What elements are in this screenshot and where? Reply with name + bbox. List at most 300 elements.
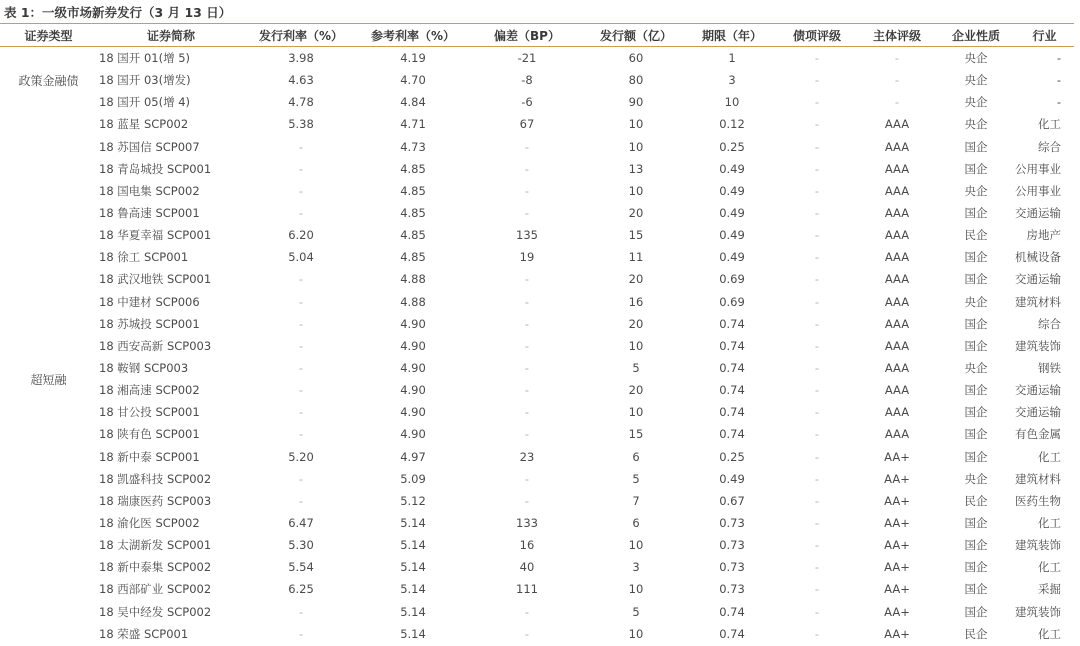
issue-amount-cell: 10 bbox=[628, 582, 644, 597]
deviation-cell: - bbox=[524, 604, 530, 619]
term-cell: 0.49 bbox=[719, 250, 745, 265]
col-header-security-name: 证券简称 bbox=[97, 24, 245, 47]
issue-amount-cell: 20 bbox=[628, 316, 644, 331]
issue-rate-cell: - bbox=[298, 206, 304, 221]
issue-amount-cell: 16 bbox=[628, 294, 644, 309]
deviation-cell: - bbox=[524, 338, 530, 353]
deviation-cell: -8 bbox=[521, 73, 533, 88]
bond-rating-cell: - bbox=[814, 604, 820, 619]
term-cell: 0.74 bbox=[719, 405, 745, 420]
deviation-cell: 67 bbox=[519, 117, 535, 132]
issue-amount-cell: 10 bbox=[628, 338, 644, 353]
security-name-cell: 18 苏城投 SCP001 bbox=[99, 316, 200, 331]
table-row bbox=[0, 512, 1074, 534]
industry-cell: 交通运输 bbox=[1015, 206, 1061, 221]
table-row bbox=[0, 534, 1074, 556]
table-row bbox=[0, 379, 1074, 401]
issue-rate-cell: - bbox=[298, 294, 304, 309]
term-cell: 0.25 bbox=[719, 449, 745, 464]
term-cell: 0.73 bbox=[719, 538, 745, 553]
reference-rate-cell: 5.09 bbox=[400, 471, 426, 486]
deviation-cell: - bbox=[524, 427, 530, 442]
industry-cell: 公用事业 bbox=[1015, 183, 1061, 198]
issue-amount-cell: 5 bbox=[632, 361, 640, 376]
industry-cell: 化工 bbox=[1038, 117, 1061, 132]
deviation-cell: - bbox=[524, 139, 530, 154]
enterprise-type-cell: 国企 bbox=[964, 582, 988, 597]
term-cell: 0.49 bbox=[719, 206, 745, 221]
term-cell: 0.69 bbox=[719, 272, 745, 287]
reference-rate-cell: 4.70 bbox=[400, 73, 426, 88]
issuer-rating-cell: AAA bbox=[884, 139, 910, 154]
table-row bbox=[0, 335, 1074, 357]
issuer-rating-cell: AA+ bbox=[884, 516, 910, 531]
security-name-cell: 18 太湖新发 SCP001 bbox=[99, 538, 212, 553]
table-row bbox=[0, 47, 1074, 70]
reference-rate-cell: 4.90 bbox=[400, 361, 426, 376]
issue-amount-cell: 13 bbox=[628, 161, 644, 176]
term-cell: 1 bbox=[728, 51, 736, 66]
issuer-rating-cell: AAA bbox=[884, 117, 910, 132]
security-name-cell: 18 吴中经发 SCP002 bbox=[99, 604, 212, 619]
industry-cell: 综合 bbox=[1038, 139, 1061, 154]
issue-amount-cell: 11 bbox=[628, 250, 644, 265]
term-cell: 0.74 bbox=[719, 338, 745, 353]
reference-rate-cell: 5.14 bbox=[400, 516, 426, 531]
table-row bbox=[0, 69, 1074, 91]
term-cell: 0.74 bbox=[719, 383, 745, 398]
industry-cell: 交通运输 bbox=[1015, 383, 1061, 398]
security-name-cell: 18 西部矿业 SCP002 bbox=[99, 582, 212, 597]
industry-cell: 采掘 bbox=[1038, 582, 1061, 597]
industry-cell: 化工 bbox=[1038, 449, 1061, 464]
bond-rating-cell: - bbox=[814, 538, 820, 553]
enterprise-type-cell: 国企 bbox=[964, 139, 988, 154]
issuer-rating-cell: AA+ bbox=[884, 604, 910, 619]
col-header-security-type: 证券类型 bbox=[0, 24, 97, 47]
industry-cell: 机械设备 bbox=[1015, 250, 1061, 265]
col-header-industry: 行业 bbox=[1015, 24, 1074, 47]
issue-amount-cell: 90 bbox=[628, 95, 644, 110]
issue-rate-cell: - bbox=[298, 493, 304, 508]
reference-rate-cell: 5.14 bbox=[400, 538, 426, 553]
industry-cell: 建筑材料 bbox=[1015, 471, 1061, 486]
col-header-issue-rate: 发行利率（%） bbox=[245, 24, 357, 47]
bond-rating-cell: - bbox=[814, 338, 820, 353]
deviation-cell: -21 bbox=[517, 51, 537, 66]
term-cell: 0.49 bbox=[719, 183, 745, 198]
enterprise-type-cell: 民企 bbox=[964, 626, 988, 641]
issuer-rating-cell: AA+ bbox=[884, 538, 910, 553]
deviation-cell: - bbox=[524, 272, 530, 287]
issue-amount-cell: 10 bbox=[628, 538, 644, 553]
term-cell: 0.74 bbox=[719, 626, 745, 641]
reference-rate-cell: 4.90 bbox=[400, 405, 426, 420]
industry-cell: 医药生物 bbox=[1015, 493, 1061, 508]
issuer-rating-cell: AAA bbox=[884, 383, 910, 398]
reference-rate-cell: 5.14 bbox=[400, 604, 426, 619]
security-name-cell: 18 凯盛科技 SCP002 bbox=[99, 471, 212, 486]
table-row bbox=[0, 446, 1074, 468]
table-title: 表 1：一级市场新券发行（3 月 13 日） bbox=[4, 5, 232, 20]
security-name-cell: 18 国电集 SCP002 bbox=[99, 183, 200, 198]
issuer-rating-cell: AAA bbox=[884, 183, 910, 198]
industry-cell: 化工 bbox=[1038, 516, 1061, 531]
enterprise-type-cell: 央企 bbox=[964, 471, 988, 486]
bond-rating-cell: - bbox=[814, 493, 820, 508]
table-row bbox=[0, 601, 1074, 623]
table-row bbox=[0, 91, 1074, 113]
industry-cell: 建筑装饰 bbox=[1015, 338, 1061, 353]
issue-amount-cell: 80 bbox=[628, 73, 644, 88]
bond-rating-cell: - bbox=[814, 383, 820, 398]
security-type-cell: 政策金融债 bbox=[18, 73, 79, 88]
table-row bbox=[0, 246, 1074, 268]
issue-amount-cell: 10 bbox=[628, 117, 644, 132]
term-cell: 0.74 bbox=[719, 427, 745, 442]
security-name-cell: 18 新中泰 SCP001 bbox=[99, 449, 200, 464]
bond-rating-cell: - bbox=[814, 582, 820, 597]
deviation-cell: -6 bbox=[521, 95, 533, 110]
security-name-cell: 18 国开 05(增 4) bbox=[99, 95, 191, 110]
issue-rate-cell: 6.47 bbox=[288, 516, 314, 531]
table-row bbox=[0, 468, 1074, 490]
enterprise-type-cell: 国企 bbox=[964, 272, 988, 287]
deviation-cell: 19 bbox=[519, 250, 535, 265]
term-cell: 0.67 bbox=[719, 493, 745, 508]
enterprise-type-cell: 国企 bbox=[964, 604, 988, 619]
security-name-cell: 18 鞍钢 SCP003 bbox=[99, 361, 189, 376]
industry-cell: 建筑装饰 bbox=[1015, 604, 1061, 619]
security-name-cell: 18 渝化医 SCP002 bbox=[99, 516, 200, 531]
issue-amount-cell: 7 bbox=[632, 493, 640, 508]
issue-rate-cell: 5.54 bbox=[288, 560, 314, 575]
enterprise-type-cell: 央企 bbox=[964, 183, 988, 198]
enterprise-type-cell: 央企 bbox=[964, 361, 988, 376]
enterprise-type-cell: 国企 bbox=[964, 316, 988, 331]
issue-rate-cell: - bbox=[298, 427, 304, 442]
issuer-rating-cell: AA+ bbox=[884, 449, 910, 464]
issue-rate-cell: - bbox=[298, 471, 304, 486]
col-header-issuer-rating: 主体评级 bbox=[857, 24, 937, 47]
table-row bbox=[0, 578, 1074, 600]
issue-amount-cell: 20 bbox=[628, 383, 644, 398]
issuer-rating-cell: - bbox=[894, 95, 900, 110]
issuer-rating-cell: AAA bbox=[884, 427, 910, 442]
bond-rating-cell: - bbox=[814, 117, 820, 132]
enterprise-type-cell: 国企 bbox=[964, 449, 988, 464]
issuer-rating-cell: AAA bbox=[884, 405, 910, 420]
issue-amount-cell: 5 bbox=[632, 471, 640, 486]
industry-cell: - bbox=[1056, 95, 1061, 110]
reference-rate-cell: 4.97 bbox=[400, 449, 426, 464]
issue-rate-cell: - bbox=[298, 316, 304, 331]
industry-cell: 化工 bbox=[1038, 626, 1061, 641]
issuer-rating-cell: - bbox=[894, 51, 900, 66]
term-cell: 0.74 bbox=[719, 604, 745, 619]
issuer-rating-cell: AA+ bbox=[884, 493, 910, 508]
security-type-cell: 超短融 bbox=[30, 372, 67, 387]
table-row bbox=[0, 313, 1074, 335]
issuer-rating-cell: - bbox=[894, 73, 900, 88]
security-name-cell: 18 国开 01(增 5) bbox=[99, 51, 191, 66]
term-cell: 10 bbox=[724, 95, 740, 110]
col-header-issue-amount: 发行额（亿） bbox=[585, 24, 687, 47]
issue-rate-cell: 5.20 bbox=[288, 449, 314, 464]
bond-rating-cell: - bbox=[814, 73, 820, 88]
industry-cell: 建筑材料 bbox=[1015, 294, 1061, 309]
issue-amount-cell: 10 bbox=[628, 139, 644, 154]
enterprise-type-cell: 国企 bbox=[964, 383, 988, 398]
security-name-cell: 18 湘高速 SCP002 bbox=[99, 383, 200, 398]
table-row bbox=[0, 268, 1074, 290]
industry-cell: 交通运输 bbox=[1015, 405, 1061, 420]
bond-rating-cell: - bbox=[814, 95, 820, 110]
deviation-cell: - bbox=[524, 361, 530, 376]
bond-rating-cell: - bbox=[814, 626, 820, 641]
issue-amount-cell: 20 bbox=[628, 272, 644, 287]
table-row bbox=[0, 357, 1074, 379]
issue-rate-cell: - bbox=[298, 161, 304, 176]
issuer-rating-cell: AAA bbox=[884, 250, 910, 265]
security-name-cell: 18 武汉地铁 SCP001 bbox=[99, 272, 212, 287]
industry-cell: - bbox=[1056, 73, 1061, 88]
issue-rate-cell: 3.98 bbox=[288, 51, 314, 66]
issuer-rating-cell: AAA bbox=[884, 228, 910, 243]
reference-rate-cell: 4.71 bbox=[400, 117, 426, 132]
security-name-cell: 18 徐工 SCP001 bbox=[99, 250, 189, 265]
security-name-cell: 18 华夏幸福 SCP001 bbox=[99, 228, 212, 243]
deviation-cell: 40 bbox=[519, 560, 535, 575]
reference-rate-cell: 4.85 bbox=[400, 250, 426, 265]
table-body bbox=[0, 47, 1074, 645]
issue-rate-cell: - bbox=[298, 272, 304, 287]
bond-rating-cell: - bbox=[814, 294, 820, 309]
issue-amount-cell: 15 bbox=[628, 427, 644, 442]
term-cell: 3 bbox=[728, 73, 736, 88]
col-header-bond-rating: 债项评级 bbox=[777, 24, 857, 47]
bond-rating-cell: - bbox=[814, 405, 820, 420]
reference-rate-cell: 5.14 bbox=[400, 582, 426, 597]
col-header-term: 期限（年） bbox=[687, 24, 777, 47]
issuer-rating-cell: AA+ bbox=[884, 626, 910, 641]
enterprise-type-cell: 国企 bbox=[964, 538, 988, 553]
enterprise-type-cell: 央企 bbox=[964, 73, 988, 88]
security-name-cell: 18 鲁高速 SCP001 bbox=[99, 206, 200, 221]
bond-rating-cell: - bbox=[814, 206, 820, 221]
term-cell: 0.49 bbox=[719, 471, 745, 486]
bond-rating-cell: - bbox=[814, 361, 820, 376]
issue-rate-cell: 5.30 bbox=[288, 538, 314, 553]
bond-rating-cell: - bbox=[814, 272, 820, 287]
deviation-cell: - bbox=[524, 383, 530, 398]
issuer-rating-cell: AA+ bbox=[884, 560, 910, 575]
enterprise-type-cell: 民企 bbox=[964, 493, 988, 508]
table-row bbox=[0, 113, 1074, 135]
security-name-cell: 18 西安高新 SCP003 bbox=[99, 338, 212, 353]
reference-rate-cell: 5.14 bbox=[400, 626, 426, 641]
table-row bbox=[0, 180, 1074, 202]
bond-rating-cell: - bbox=[814, 161, 820, 176]
issue-rate-cell: 6.20 bbox=[288, 228, 314, 243]
term-cell: 0.73 bbox=[719, 560, 745, 575]
enterprise-type-cell: 国企 bbox=[964, 560, 988, 575]
issue-amount-cell: 5 bbox=[632, 604, 640, 619]
bond-rating-cell: - bbox=[814, 183, 820, 198]
deviation-cell: 23 bbox=[519, 449, 535, 464]
deviation-cell: 133 bbox=[516, 516, 538, 531]
reference-rate-cell: 5.14 bbox=[400, 560, 426, 575]
industry-cell: 交通运输 bbox=[1015, 272, 1061, 287]
reference-rate-cell: 4.90 bbox=[400, 316, 426, 331]
security-name-cell: 18 青岛城投 SCP001 bbox=[99, 161, 212, 176]
issue-amount-cell: 10 bbox=[628, 183, 644, 198]
enterprise-type-cell: 民企 bbox=[964, 228, 988, 243]
bond-rating-cell: - bbox=[814, 228, 820, 243]
security-name-cell: 18 蓝星 SCP002 bbox=[99, 117, 189, 132]
issue-rate-cell: 5.04 bbox=[288, 250, 314, 265]
bond-rating-cell: - bbox=[814, 449, 820, 464]
bond-rating-cell: - bbox=[814, 427, 820, 442]
term-cell: 0.49 bbox=[719, 228, 745, 243]
deviation-cell: - bbox=[524, 183, 530, 198]
issuer-rating-cell: AAA bbox=[884, 316, 910, 331]
bond-rating-cell: - bbox=[814, 51, 820, 66]
table-row bbox=[0, 423, 1074, 445]
security-name-cell: 18 荣盛 SCP001 bbox=[99, 626, 189, 641]
issue-amount-cell: 15 bbox=[628, 228, 644, 243]
issue-rate-cell: 6.25 bbox=[288, 582, 314, 597]
bond-rating-cell: - bbox=[814, 316, 820, 331]
enterprise-type-cell: 国企 bbox=[964, 405, 988, 420]
term-cell: 0.73 bbox=[719, 516, 745, 531]
term-cell: 0.73 bbox=[719, 582, 745, 597]
issuer-rating-cell: AAA bbox=[884, 272, 910, 287]
industry-cell: 有色金属 bbox=[1015, 427, 1061, 442]
table-row bbox=[0, 202, 1074, 224]
issue-rate-cell: - bbox=[298, 139, 304, 154]
reference-rate-cell: 4.19 bbox=[400, 51, 426, 66]
reference-rate-cell: 4.85 bbox=[400, 183, 426, 198]
deviation-cell: - bbox=[524, 206, 530, 221]
industry-cell: 综合 bbox=[1038, 316, 1061, 331]
issuer-rating-cell: AA+ bbox=[884, 471, 910, 486]
reference-rate-cell: 4.88 bbox=[400, 272, 426, 287]
col-header-deviation: 偏差（BP） bbox=[469, 24, 585, 47]
issuer-rating-cell: AAA bbox=[884, 161, 910, 176]
issue-amount-cell: 60 bbox=[628, 51, 644, 66]
enterprise-type-cell: 央企 bbox=[964, 51, 988, 66]
term-cell: 0.74 bbox=[719, 361, 745, 376]
enterprise-type-cell: 国企 bbox=[964, 206, 988, 221]
bond-rating-cell: - bbox=[814, 560, 820, 575]
deviation-cell: - bbox=[524, 161, 530, 176]
reference-rate-cell: 4.73 bbox=[400, 139, 426, 154]
reference-rate-cell: 4.85 bbox=[400, 161, 426, 176]
issuer-rating-cell: AA+ bbox=[884, 582, 910, 597]
reference-rate-cell: 4.90 bbox=[400, 338, 426, 353]
bond-issuance-table bbox=[0, 24, 1074, 645]
issuer-rating-cell: AAA bbox=[884, 294, 910, 309]
table-row bbox=[0, 623, 1074, 645]
deviation-cell: 111 bbox=[516, 582, 538, 597]
enterprise-type-cell: 国企 bbox=[964, 250, 988, 265]
security-name-cell: 18 苏国信 SCP007 bbox=[99, 139, 200, 154]
issue-amount-cell: 6 bbox=[632, 449, 640, 464]
issuer-rating-cell: AAA bbox=[884, 206, 910, 221]
bond-rating-cell: - bbox=[814, 471, 820, 486]
issuer-rating-cell: AAA bbox=[884, 338, 910, 353]
reference-rate-cell: 4.88 bbox=[400, 294, 426, 309]
issue-rate-cell: 5.38 bbox=[288, 117, 314, 132]
enterprise-type-cell: 央企 bbox=[964, 95, 988, 110]
table-row bbox=[0, 401, 1074, 423]
enterprise-type-cell: 国企 bbox=[964, 516, 988, 531]
term-cell: 0.25 bbox=[719, 139, 745, 154]
reference-rate-cell: 4.90 bbox=[400, 383, 426, 398]
table-row bbox=[0, 556, 1074, 578]
table-row bbox=[0, 291, 1074, 313]
issue-amount-cell: 6 bbox=[632, 516, 640, 531]
enterprise-type-cell: 国企 bbox=[964, 161, 988, 176]
industry-cell: 化工 bbox=[1038, 560, 1061, 575]
issue-rate-cell: - bbox=[298, 361, 304, 376]
table-row bbox=[0, 224, 1074, 246]
bond-rating-cell: - bbox=[814, 250, 820, 265]
issue-rate-cell: 4.63 bbox=[288, 73, 314, 88]
industry-cell: 房地产 bbox=[1026, 228, 1061, 243]
industry-cell: 建筑装饰 bbox=[1015, 538, 1061, 553]
bond-rating-cell: - bbox=[814, 139, 820, 154]
industry-cell: - bbox=[1056, 51, 1061, 66]
security-name-cell: 18 国开 03(增发) bbox=[99, 73, 191, 88]
security-name-cell: 18 新中泰集 SCP002 bbox=[99, 560, 212, 575]
reference-rate-cell: 4.84 bbox=[400, 95, 426, 110]
table-row bbox=[0, 490, 1074, 512]
reference-rate-cell: 4.85 bbox=[400, 206, 426, 221]
term-cell: 0.69 bbox=[719, 294, 745, 309]
deviation-cell: - bbox=[524, 471, 530, 486]
deviation-cell: - bbox=[524, 626, 530, 641]
deviation-cell: - bbox=[524, 493, 530, 508]
issue-rate-cell: - bbox=[298, 604, 304, 619]
reference-rate-cell: 4.85 bbox=[400, 228, 426, 243]
security-name-cell: 18 中建材 SCP006 bbox=[99, 294, 200, 309]
enterprise-type-cell: 央企 bbox=[964, 294, 988, 309]
col-header-enterprise-type: 企业性质 bbox=[937, 24, 1015, 47]
issue-amount-cell: 10 bbox=[628, 626, 644, 641]
term-cell: 0.74 bbox=[719, 316, 745, 331]
bond-rating-cell: - bbox=[814, 516, 820, 531]
term-cell: 0.49 bbox=[719, 161, 745, 176]
deviation-cell: - bbox=[524, 316, 530, 331]
issue-rate-cell: 4.78 bbox=[288, 95, 314, 110]
security-name-cell: 18 陕有色 SCP001 bbox=[99, 427, 200, 442]
industry-cell: 公用事业 bbox=[1015, 161, 1061, 176]
issue-rate-cell: - bbox=[298, 405, 304, 420]
security-name-cell: 18 瑞康医药 SCP003 bbox=[99, 493, 212, 508]
issue-rate-cell: - bbox=[298, 338, 304, 353]
reference-rate-cell: 5.12 bbox=[400, 493, 426, 508]
deviation-cell: 16 bbox=[519, 538, 535, 553]
security-name-cell: 18 甘公投 SCP001 bbox=[99, 405, 200, 420]
enterprise-type-cell: 国企 bbox=[964, 338, 988, 353]
issuer-rating-cell: AAA bbox=[884, 361, 910, 376]
table-header-row bbox=[0, 24, 1074, 47]
issue-amount-cell: 3 bbox=[632, 560, 640, 575]
term-cell: 0.12 bbox=[719, 117, 745, 132]
enterprise-type-cell: 央企 bbox=[964, 117, 988, 132]
